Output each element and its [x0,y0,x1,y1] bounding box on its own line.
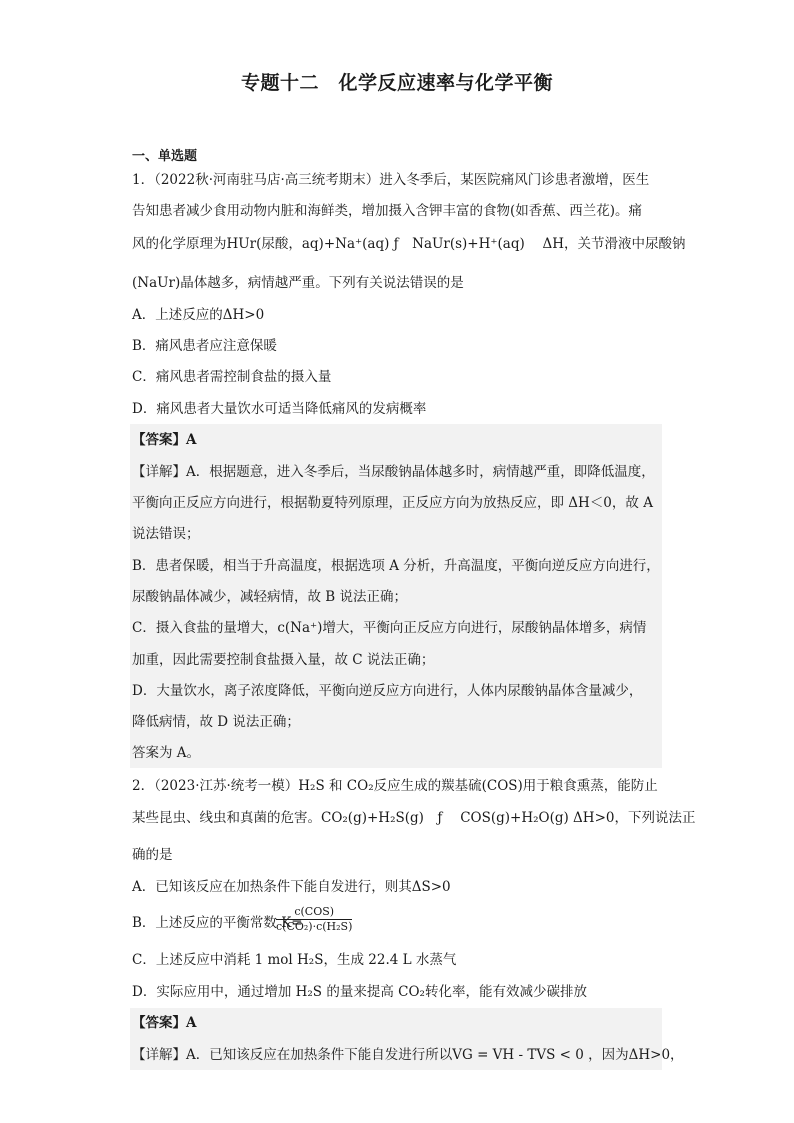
q1-option-d: D．痛风患者大量饮水可适当降低痛风的发病概率 [132,401,427,417]
q1-answer: 【答案】A [132,432,197,448]
q1-stem-line-2: 告知患者减少食用动物内脏和海鲜类，增加摄入含钾丰富的食物(如香蕉、西兰花)。痛 [132,203,643,219]
q1-option-c: C．痛风患者需控制食盐的摄入量 [132,369,332,385]
q2-stem-line-1: 2．（2023·江苏·统考一模）H₂S 和 CO₂反应生成的羰基硫(COS)用于粮食熏蒸，能防止 [132,778,658,794]
q1-explain-line-8: D．大量饮水，离子浓度降低，平衡向逆反应方向进行，人体内尿酸钠晶体含量减少， [132,683,643,699]
q1-option-a: A．上述反应的ΔH>0 [132,307,265,323]
q2-option-c: C．上述反应中消耗 1 mol H₂S，生成 22.4 L 水蒸气 [132,952,457,968]
q1-explain-line-3: 说法错误； [132,526,200,542]
fraction-numerator: c(COS) [276,905,352,920]
q1-explain-line-6: C．摄入食盐的量增大，c(Na⁺)增大，平衡向正反应方向进行，尿酸钠晶体增多，病情 [132,620,647,636]
q2-option-b: B．上述反应的平衡常数 K= [132,915,303,931]
q1-explain-line-9: 降低病情，故 D 说法正确； [132,714,300,730]
q1-explain-line-5: 尿酸钠晶体减少，减轻病情，故 B 说法正确； [132,589,408,605]
fraction-denominator: c(CO₂)·c(H₂S) [276,920,353,933]
q2-stem-line-3: 确的是 [132,847,173,863]
q1-stem-line-4: (NaUr)晶体越多，病情越严重。下列有关说法错误的是 [132,275,464,291]
q1-explain-line-7: 加重，因此需要控制食盐摄入量，故 C 说法正确； [132,652,435,668]
q1-explain-line-2: 平衡向正反应方向进行，根据勒夏特列原理，正反应方向为放热反应，即 ΔH＜0，故 A [132,495,653,511]
q2-option-d: D．实际应用中，通过增加 H₂S 的量来提高 CO₂转化率，能有效减少碳排放 [132,984,587,1000]
q1-explain-line-1: 【详解】A．根据题意，进入冬季后，当尿酸钠晶体越多时，病情越严重，即降低温度， [132,464,655,480]
q2-option-a: A．已知该反应在加热条件下能自发进行，则其ΔS>0 [132,879,451,895]
q1-explain-line-4: B．患者保暖，相当于升高温度，根据选项 A 分析，升高温度，平衡向逆反应方向进行， [132,558,660,574]
page-title: 专题十二 化学反应速率与化学平衡 [240,72,553,94]
q1-stem-line-3: 风的化学原理为HUr(尿酸，aq)+Na⁺(aq) ƒ NaUr(s)+H⁺(aq) ΔH，关节滑液中尿酸钠 [132,236,686,252]
q1-stem-line-1: 1．（2022秋·河南驻马店·高三统考期末）进入冬季后，某医院痛风门诊患者激增，医生 [132,172,650,188]
equilibrium-constant-fraction [276,905,352,934]
section-heading: 一、单选题 [132,149,198,164]
q1-explain-line-10: 答案为 A。 [132,745,201,761]
q1-option-b: B．痛风患者应注意保暖 [132,338,277,354]
q2-explain-line-1: 【详解】A．已知该反应在加热条件下能自发进行所以VG = VH - TVS < 0 ，因为ΔH>0， [132,1047,684,1063]
q2-answer: 【答案】A [132,1015,197,1031]
q2-stem-line-2: 某些昆虫、线虫和真菌的危害。CO₂(g)+H₂S(g) ƒ COS(g)+H₂O(g) ΔH>0，下列说法正 [132,810,696,826]
